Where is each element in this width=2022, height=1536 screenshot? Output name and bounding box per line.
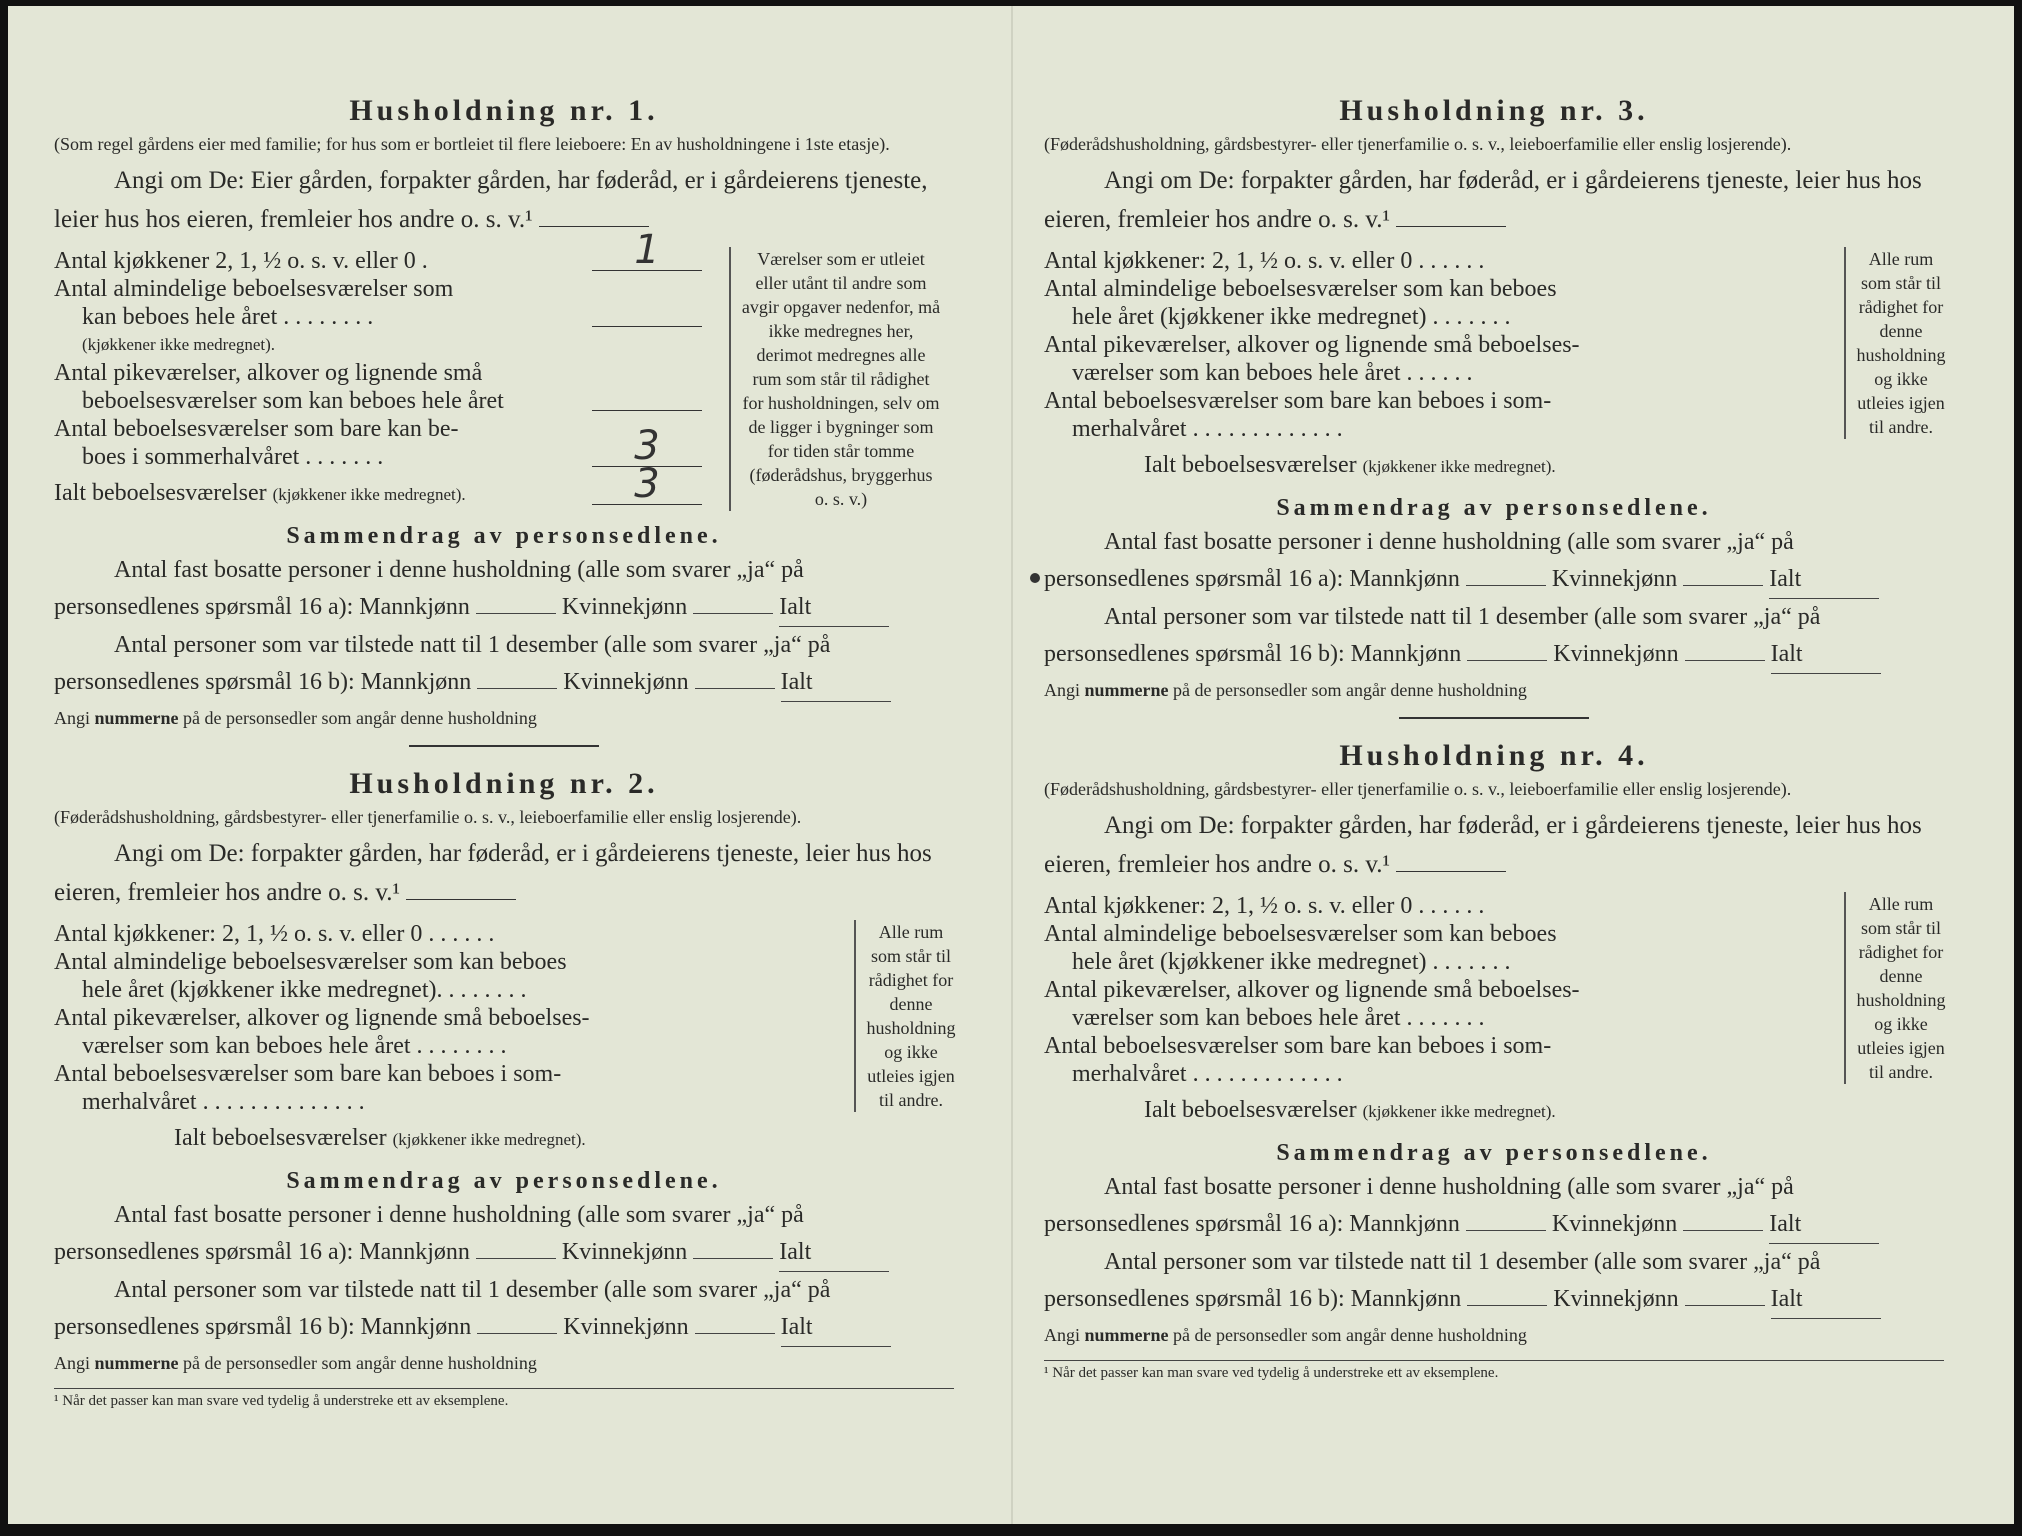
household-1 <box>54 94 954 729</box>
total-field[interactable]: Ialt <box>1771 1281 1881 1319</box>
ordinary-rooms-row: Antal almindelige beboelsesværelser som kan beboes <box>1044 921 1557 947</box>
summary-title: Sammendrag av personsedlene. <box>1276 1140 1712 1166</box>
total-field[interactable]: Ialt <box>781 1309 891 1347</box>
ordinary-rooms-row-cont: hele året (kjøkkener ikke medregnet) . . . . . . . <box>1072 949 1511 975</box>
numbers-question: Angi nummerne på de personsedler som angår denne husholdning <box>54 708 537 728</box>
summer-rooms-row: Antal beboelsesværelser som bare kan beboes i som- <box>1044 388 1552 414</box>
maid-rooms-row: Antal pikeværelser, alkover og lignende små <box>54 360 483 386</box>
ordinary-rooms-row: Antal almindelige beboelsesværelser som kan beboes <box>1044 276 1557 302</box>
household-title: Husholdning nr. 1. <box>349 94 659 127</box>
total-rooms-row: Ialt beboelsesværelser (kjøkkener ikke medregnet). 3 <box>54 479 584 509</box>
maid-rooms-row-cont: værelser som kan beboes hele året . . . . . . <box>1072 360 1473 386</box>
rooms-side-note: Alle rum som står til rådighet for denne husholdning og ikke utleies igjen til andre. <box>1844 247 1946 439</box>
ordinary-rooms-row: Antal almindelige beboelsesværelser som kan beboes <box>54 949 567 975</box>
maid-rooms-row-cont: værelser som kan beboes hele året . . . . . . . . <box>82 1033 507 1059</box>
numbers-question: Angi nummerne på de personsedler som angår denne husholdning <box>1044 680 1527 700</box>
rooms-section <box>1044 247 1944 481</box>
page-fold <box>1011 6 1013 1524</box>
ink-dot <box>1030 573 1040 583</box>
female-field[interactable] <box>1685 1305 1765 1306</box>
household-title: Husholdning nr. 3. <box>1339 94 1649 127</box>
ownership-question: Angi om De: forpakter gården, har føderåd, er i gårdeierens tjeneste, leier hus hos eieren, fremleier hos andre o. s. v.¹ <box>1044 167 1922 233</box>
female-field[interactable] <box>695 1333 775 1334</box>
numbers-question: Angi nummerne på de personsedler som angår denne husholdning <box>54 1353 537 1373</box>
summer-rooms-row: Antal beboelsesværelser som bare kan beboes i som- <box>1044 1033 1552 1059</box>
kitchens-row: Antal kjøkkener: 2, 1, ½ o. s. v. eller 0 . . . . . . <box>1044 893 1485 919</box>
total-rooms-row: Ialt beboelsesværelser (kjøkkener ikke medregnet). <box>174 1125 586 1151</box>
summary-resident-answers: personsedlenes spørsmål 16 a): Mannkjønn Kvinnekjønn Ialt <box>54 589 954 627</box>
kitchens-excluded-note: (kjøkkener ikke medregnet). <box>82 335 276 354</box>
summary-present-q: Antal personer som var tilstede natt til 1 desember (alle som svarer „ja“ på <box>1104 1249 1821 1275</box>
male-field[interactable] <box>476 613 556 614</box>
household-note: (Som regel gårdens eier med familie; for hus som er bortleiet til flere leieboere: En av husholdningene i 1ste etasje). <box>54 134 890 154</box>
female-field[interactable] <box>1683 585 1763 586</box>
female-field[interactable] <box>695 688 775 689</box>
male-field[interactable] <box>1466 1230 1546 1231</box>
section-divider <box>1399 717 1589 719</box>
female-field[interactable] <box>693 613 773 614</box>
summary-present-answers: personsedlenes spørsmål 16 b): Mannkjønn Kvinnekjønn Ialt <box>1044 636 1944 674</box>
kitchens-row: Antal kjøkkener: 2, 1, ½ o. s. v. eller 0 . . . . . . <box>54 921 495 947</box>
maid-rooms-row: Antal pikeværelser, alkover og lignende små beboelses- <box>1044 332 1580 358</box>
male-field[interactable] <box>1466 585 1546 586</box>
footnote: ¹ Når det passer kan man svare ved tydelig å understreke ett av eksemplene. <box>1044 1360 1944 1382</box>
right-page <box>1044 94 1944 1397</box>
ownership-question: Angi om De: forpakter gården, har føderåd, er i gårdeierens tjeneste, leier hus hos eieren, fremleier hos andre o. s. v.¹ <box>1044 812 1922 878</box>
ordinary-rooms-value[interactable] <box>592 326 702 327</box>
male-field[interactable] <box>1467 660 1547 661</box>
rooms-section <box>1044 892 1944 1126</box>
rooms-side-note: Alle rum som står til rådighet for denne husholdning og ikke utleies igjen til andre. <box>1844 892 1946 1084</box>
total-field[interactable]: Ialt <box>779 589 889 627</box>
male-field[interactable] <box>477 688 557 689</box>
summary-resident-answers: personsedlenes spørsmål 16 a): Mannkjønn Kvinnekjønn Ialt <box>54 1234 954 1272</box>
summary-present-q: Antal personer som var tilstede natt til 1 desember (alle som svarer „ja“ på <box>1104 604 1821 630</box>
total-field[interactable]: Ialt <box>781 664 891 702</box>
female-field[interactable] <box>1685 660 1765 661</box>
census-form-sheet <box>8 6 2014 1524</box>
ownership-answer-line[interactable] <box>1396 853 1506 872</box>
summary-title: Sammendrag av personsedlene. <box>1276 495 1712 521</box>
total-field[interactable]: Ialt <box>1769 1206 1879 1244</box>
maid-rooms-row-cont: beboelsesværelser som kan beboes hele året <box>54 387 584 415</box>
ownership-answer-line[interactable] <box>406 881 516 900</box>
household-title: Husholdning nr. 4. <box>1339 739 1649 772</box>
rooms-section <box>54 920 954 1154</box>
summary-present-q: Antal personer som var tilstede natt til 1 desember (alle som svarer „ja“ på <box>114 1277 831 1303</box>
household-note: (Føderådshusholdning, gårdsbestyrer- eller tjenerfamilie o. s. v., leieboerfamilie eller enslig losjerende). <box>54 807 802 827</box>
summer-rooms-row-cont: merhalvåret . . . . . . . . . . . . . . <box>82 1089 365 1115</box>
maid-rooms-value[interactable] <box>592 410 702 411</box>
household-3 <box>1044 94 1944 701</box>
summary-title: Sammendrag av personsedlene. <box>286 523 722 549</box>
total-field[interactable]: Ialt <box>1769 561 1879 599</box>
household-4 <box>1044 739 1944 1346</box>
ownership-answer-line[interactable] <box>1396 208 1506 227</box>
ordinary-rooms-row-cont: hele året (kjøkkener ikke medregnet). . . . . . . . <box>82 977 527 1003</box>
total-rooms-row: Ialt beboelsesværelser (kjøkkener ikke medregnet). <box>1144 1097 1556 1123</box>
household-title: Husholdning nr. 2. <box>349 767 659 800</box>
summer-rooms-row: Antal beboelsesværelser som bare kan be- <box>54 416 459 442</box>
summary-present-answers: personsedlenes spørsmål 16 b): Mannkjønn Kvinnekjønn Ialt <box>54 664 954 702</box>
male-field[interactable] <box>476 1258 556 1259</box>
summary-present-answers: personsedlenes spørsmål 16 b): Mannkjønn Kvinnekjønn Ialt <box>54 1309 954 1347</box>
footnote: ¹ Når det passer kan man svare ved tydelig å understreke ett av eksemplene. <box>54 1388 954 1410</box>
ordinary-rooms-row-cont: kan beboes hele året . . . . . . . . <box>54 303 584 331</box>
total-field[interactable]: Ialt <box>779 1234 889 1272</box>
rooms-section <box>54 227 954 509</box>
summary-resident-q: Antal fast bosatte personer i denne husholdning (alle som svarer „ja“ på <box>1104 529 1794 555</box>
summary-resident-q: Antal fast bosatte personer i denne husholdning (alle som svarer „ja“ på <box>114 1202 804 1228</box>
left-page <box>54 94 954 1425</box>
rooms-side-note: Alle rum som står til rådighet for denne husholdning og ikke utleies igjen til andre. <box>854 920 956 1112</box>
summary-resident-q: Antal fast bosatte personer i denne husholdning (alle som svarer „ja“ på <box>114 557 804 583</box>
summer-rooms-row-cont: merhalvåret . . . . . . . . . . . . . <box>1072 416 1343 442</box>
ownership-answer-line[interactable] <box>539 208 649 227</box>
maid-rooms-row: Antal pikeværelser, alkover og lignende små beboelses- <box>54 1005 590 1031</box>
ownership-question: Angi om De: Eier gården, forpakter gården, har føderåd, er i gårdeierens tjeneste, leier hus hos eieren, fremleier hos andre o. s. v.¹ <box>54 167 928 233</box>
household-note: (Føderådshusholdning, gårdsbestyrer- eller tjenerfamilie o. s. v., leieboerfamilie eller enslig losjerende). <box>1044 779 1792 799</box>
summary-resident-answers: personsedlenes spørsmål 16 a): Mannkjønn Kvinnekjønn Ialt <box>1044 561 1944 599</box>
maid-rooms-row-cont: værelser som kan beboes hele året . . . . . . . <box>1072 1005 1485 1031</box>
numbers-question: Angi nummerne på de personsedler som angår denne husholdning <box>1044 1325 1527 1345</box>
male-field[interactable] <box>1467 1305 1547 1306</box>
ownership-question: Angi om De: forpakter gården, har føderåd, er i gårdeierens tjeneste, leier hus hos eieren, fremleier hos andre o. s. v.¹ <box>54 840 932 906</box>
female-field[interactable] <box>1683 1230 1763 1231</box>
summary-resident-q: Antal fast bosatte personer i denne husholdning (alle som svarer „ja“ på <box>1104 1174 1794 1200</box>
summer-rooms-row: Antal beboelsesværelser som bare kan beboes i som- <box>54 1061 562 1087</box>
household-note: (Føderådshusholdning, gårdsbestyrer- eller tjenerfamilie o. s. v., leieboerfamilie eller enslig losjerende). <box>1044 134 1792 154</box>
ordinary-rooms-row: Antal almindelige beboelsesværelser som <box>54 276 454 302</box>
total-field[interactable]: Ialt <box>1771 636 1881 674</box>
ordinary-rooms-row-cont: hele året (kjøkkener ikke medregnet) . . . . . . . <box>1072 304 1511 330</box>
summary-present-q: Antal personer som var tilstede natt til 1 desember (alle som svarer „ja“ på <box>114 632 831 658</box>
kitchens-value[interactable]: 1 <box>592 230 702 271</box>
summer-rooms-row-cont: merhalvåret . . . . . . . . . . . . . <box>1072 1061 1343 1087</box>
total-rooms-value[interactable]: 3 <box>592 464 702 505</box>
kitchens-row: Antal kjøkkener 2, 1, ½ o. s. v. eller 0 . 1 <box>54 247 584 275</box>
total-rooms-row: Ialt beboelsesværelser (kjøkkener ikke medregnet). <box>1144 452 1556 478</box>
household-2 <box>54 767 954 1374</box>
maid-rooms-row: Antal pikeværelser, alkover og lignende små beboelses- <box>1044 977 1580 1003</box>
summer-rooms-value[interactable]: 3 <box>592 426 702 467</box>
female-field[interactable] <box>693 1258 773 1259</box>
section-divider <box>409 745 599 747</box>
male-field[interactable] <box>477 1333 557 1334</box>
summer-rooms-row-cont: boes i sommerhalvåret . . . . . . . 3 <box>54 443 584 471</box>
summary-title: Sammendrag av personsedlene. <box>286 1168 722 1194</box>
summary-resident-answers: personsedlenes spørsmål 16 a): Mannkjønn Kvinnekjønn Ialt <box>1044 1206 1944 1244</box>
kitchens-row: Antal kjøkkener: 2, 1, ½ o. s. v. eller 0 . . . . . . <box>1044 248 1485 274</box>
rooms-side-note: Værelser som er utleiet eller utånt til andre som avgir opgaver nedenfor, må ikke medregnes her, derimot medregnes alle rum som står til rådighet for husholdningen, selv om de ligger i bygninger som for tiden står tomme (føderådshus, bryggerhus o. s. v.) <box>729 247 941 511</box>
summary-present-answers: personsedlenes spørsmål 16 b): Mannkjønn Kvinnekjønn Ialt <box>1044 1281 1944 1319</box>
